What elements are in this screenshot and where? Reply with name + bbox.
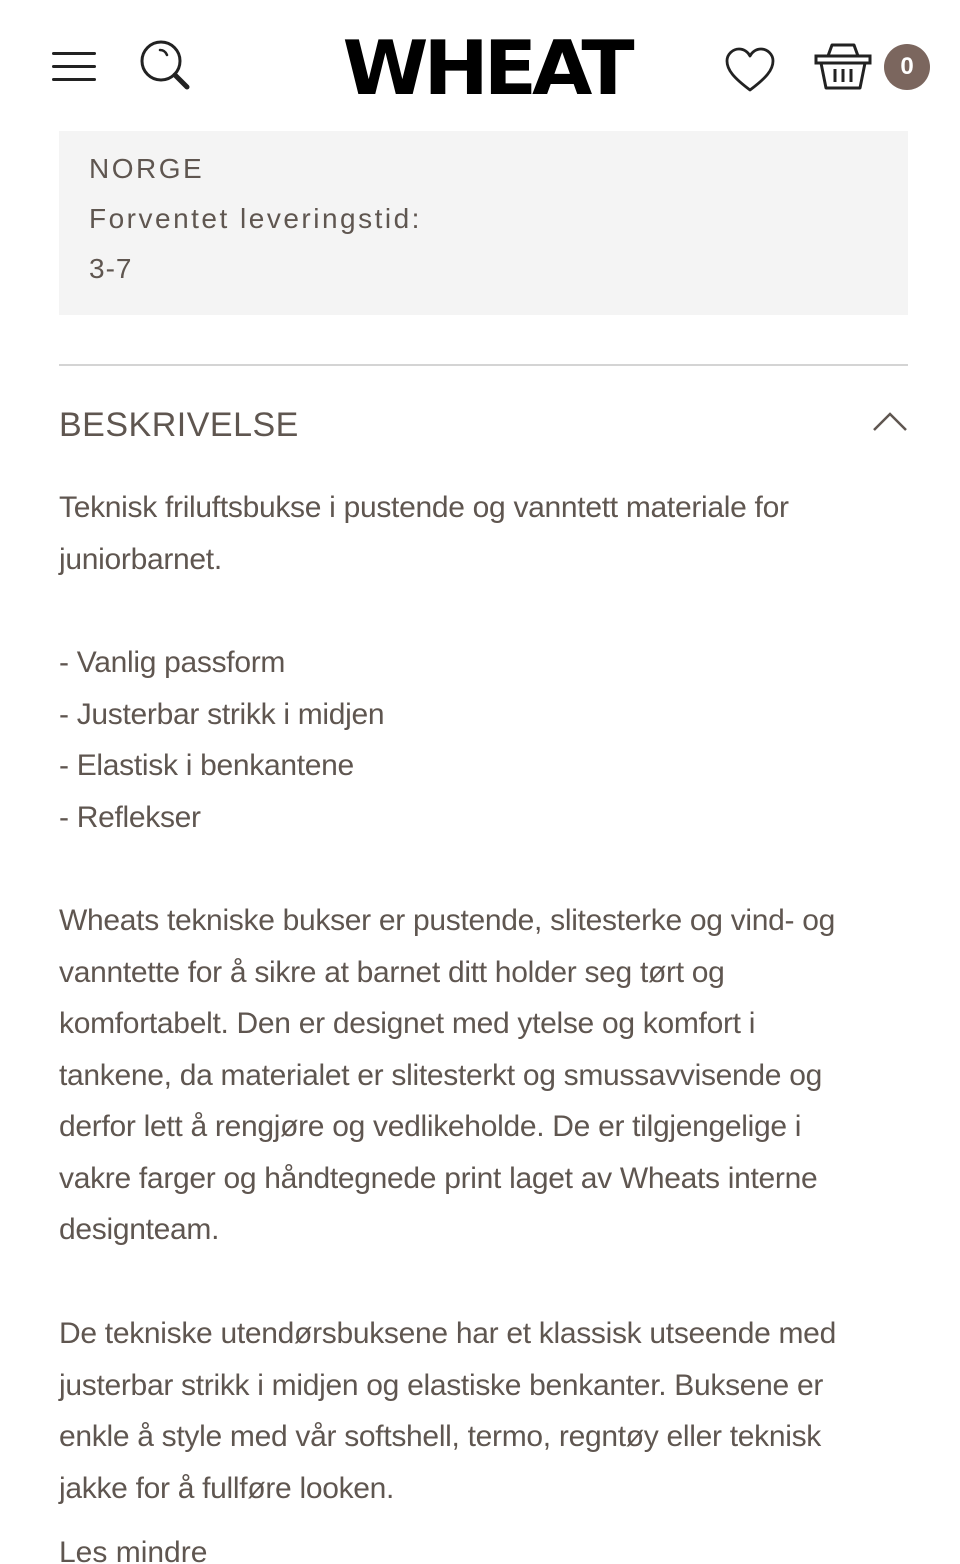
feature-item: - Reflekser	[59, 800, 201, 834]
feature-item: - Elastisk i benkantene	[59, 749, 354, 782]
menu-button[interactable]	[52, 50, 98, 84]
search-button[interactable]	[138, 38, 192, 92]
text-line: komfortabelt. Den er designet med ytelse og komfort i	[59, 1007, 756, 1040]
text-line: jakke for å fullføre looken.	[59, 1471, 395, 1505]
wishlist-button[interactable]	[724, 46, 776, 94]
text-line: tankene, da materialet er slitesterkt og smussavvisende og	[59, 1058, 822, 1092]
text-line: designteam.	[59, 1213, 220, 1246]
description-paragraph-2	[59, 1308, 919, 1514]
description-intro	[59, 482, 919, 585]
text-line: juniorbarnet.	[59, 542, 222, 576]
description-paragraph-1	[59, 895, 919, 1256]
section-divider	[59, 364, 908, 366]
text-line: justerbar strikk i midjen og elastiske benkanter. Buksene er	[59, 1368, 824, 1402]
feature-item: - Vanlig passform	[59, 646, 286, 679]
search-icon	[138, 38, 192, 92]
delivery-time-label: Forventet leveringstid:	[89, 203, 422, 234]
text-line: derfor lett å rengjøre og vedlikeholde. De er tilgjengelige i	[59, 1110, 802, 1143]
cart-count-badge[interactable]: 0	[884, 44, 930, 90]
site-header	[0, 0, 960, 130]
text-line: Teknisk friluftsbukse i pustende og vanntett materiale for	[59, 491, 789, 524]
wheat-logo[interactable]: WHEAT	[342, 25, 630, 113]
description-title: BESKRIVELSE	[59, 406, 299, 444]
feature-list	[59, 637, 919, 843]
text-line: enkle å style med vår softshell, termo, regntøy eller teknisk	[59, 1420, 822, 1453]
chevron-up-icon	[872, 410, 908, 434]
text-line: vanntette for å sikre at barnet ditt holder seg tørt og	[59, 955, 725, 989]
cart-button[interactable]	[814, 42, 872, 92]
basket-icon	[814, 42, 872, 92]
text-line: vakre farger og håndtegnede print laget av Wheats interne	[59, 1161, 818, 1195]
delivery-info-box	[59, 131, 908, 315]
description-accordion-toggle[interactable]	[59, 396, 908, 456]
menu-icon-bar	[52, 65, 96, 68]
delivery-time-value: 3-7	[89, 253, 133, 284]
menu-icon-bar	[52, 78, 96, 81]
delivery-country: NORGE	[89, 153, 205, 184]
text-line: De tekniske utendørsbuksene har et klassisk utseende med	[59, 1317, 836, 1350]
feature-item: - Justerbar strikk i midjen	[59, 697, 385, 731]
heart-icon	[724, 46, 776, 94]
read-less-link[interactable]: Les mindre	[59, 1536, 208, 1564]
text-line: Wheats tekniske bukser er pustende, slitesterke og vind- og	[59, 904, 836, 937]
menu-icon	[52, 52, 96, 55]
